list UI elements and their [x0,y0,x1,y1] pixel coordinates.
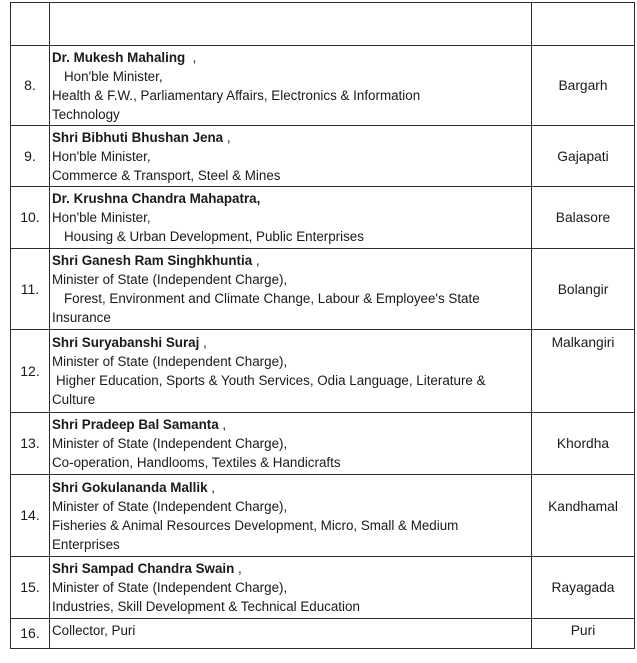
minister-details [50,330,532,413]
district [532,475,635,557]
portfolio-line: Forest, Environment and Climate Change, Labour & Employee's State [64,291,480,306]
minister-title: Minister of State (Independent Charge), [52,498,288,514]
minister-details [50,126,532,187]
row-number: 15. [11,557,50,619]
portfolio-line: Higher Education, Sports & Youth Services, Odia Language, Literature & [56,373,486,388]
portfolio-line: Enterprises [52,536,120,552]
row-number: 10. [11,187,50,249]
name-suffix: , [223,129,231,145]
minister-details [50,249,532,330]
row-number: 11. [11,249,50,330]
header-cell-num [11,3,50,46]
district: Puri [532,619,635,649]
portfolio-line: Industries, Skill Development & Technical Education [52,599,360,614]
header-cell-district [532,3,635,46]
row-number: 16. [11,619,50,649]
ministers-table [10,2,635,649]
table-row [11,557,635,619]
minister-title: Hon'ble Minister, [52,210,151,225]
minister-name: Dr. Mukesh Mahaling [52,49,186,65]
row-number: 8. [11,46,50,126]
minister-title: Minister of State (Independent Charge), [52,354,288,369]
district: Bolangir [532,249,635,330]
minister-name: Shri Suryabanshi Suraj [52,335,200,350]
minister-name: Shri Ganesh Ram Singhkhuntia [52,253,253,268]
portfolio-line: Technology [52,106,120,122]
header-row [11,3,635,46]
portfolio-line: Insurance [52,310,111,325]
portfolio-line: Culture [52,392,96,407]
table-row [11,46,635,126]
minister-title: Minister of State (Independent Charge), [52,580,288,595]
table-row [11,619,635,649]
minister-title: Minister of State (Independent Charge), [52,436,288,451]
minister-title: Minister of State (Independent Charge), [52,272,288,287]
row-number: 12. [11,330,50,413]
minister-name: Shri Sampad Chandra Swain [52,561,235,576]
portfolio-line: Fisheries & Animal Resources Development, Micro, Small & Medium [52,517,459,533]
portfolio-line: Co-operation, Handlooms, Textiles & Handicrafts [52,455,341,470]
header-cell-desc [50,3,532,46]
table-row [11,475,635,557]
district: Rayagada [532,557,635,619]
minister-title: Hon'ble Minister, [52,148,151,164]
district: Bargarh [532,46,635,126]
minister-details [50,187,532,249]
portfolio-line: Health & F.W., Parliamentary Affairs, Electronics & Information [52,87,421,103]
name-suffix: , [252,253,260,268]
minister-details [50,46,532,126]
name-suffix: , [234,561,242,576]
district: Khordha [532,413,635,475]
minister-details [50,475,532,557]
name-suffix: , [207,479,215,495]
name-suffix: , [199,335,207,350]
district: Balasore [532,187,635,249]
portfolio-line: Commerce & Transport, Steel & Mines [52,167,281,183]
row-number: 13. [11,413,50,475]
minister-details [50,557,532,619]
district: Gajapati [532,126,635,187]
table-row [11,413,635,475]
minister-name: Shri Gokulananda Mallik [52,479,208,495]
minister-name: Dr. Krushna Chandra Mahapatra, [52,191,261,206]
row-number: 9. [11,126,50,187]
minister-details [50,413,532,475]
table-row [11,126,635,187]
table-row [11,330,635,413]
minister-name: Shri Pradeep Bal Samanta [52,417,219,432]
table-row [11,249,635,330]
name-suffix: , [185,49,197,65]
row-number: 14. [11,475,50,557]
table-row [11,187,635,249]
minister-title: Hon'ble Minister, [64,68,163,84]
name-suffix: , [218,417,227,432]
district-label: Kandhamal [548,499,618,514]
minister-name: Shri Bibhuti Bhushan Jena [52,129,224,145]
portfolio-line: Housing & Urban Development, Public Enterprises [64,229,364,244]
district: Malkangiri [532,330,635,413]
collector-text: Collector, Puri [50,619,532,649]
